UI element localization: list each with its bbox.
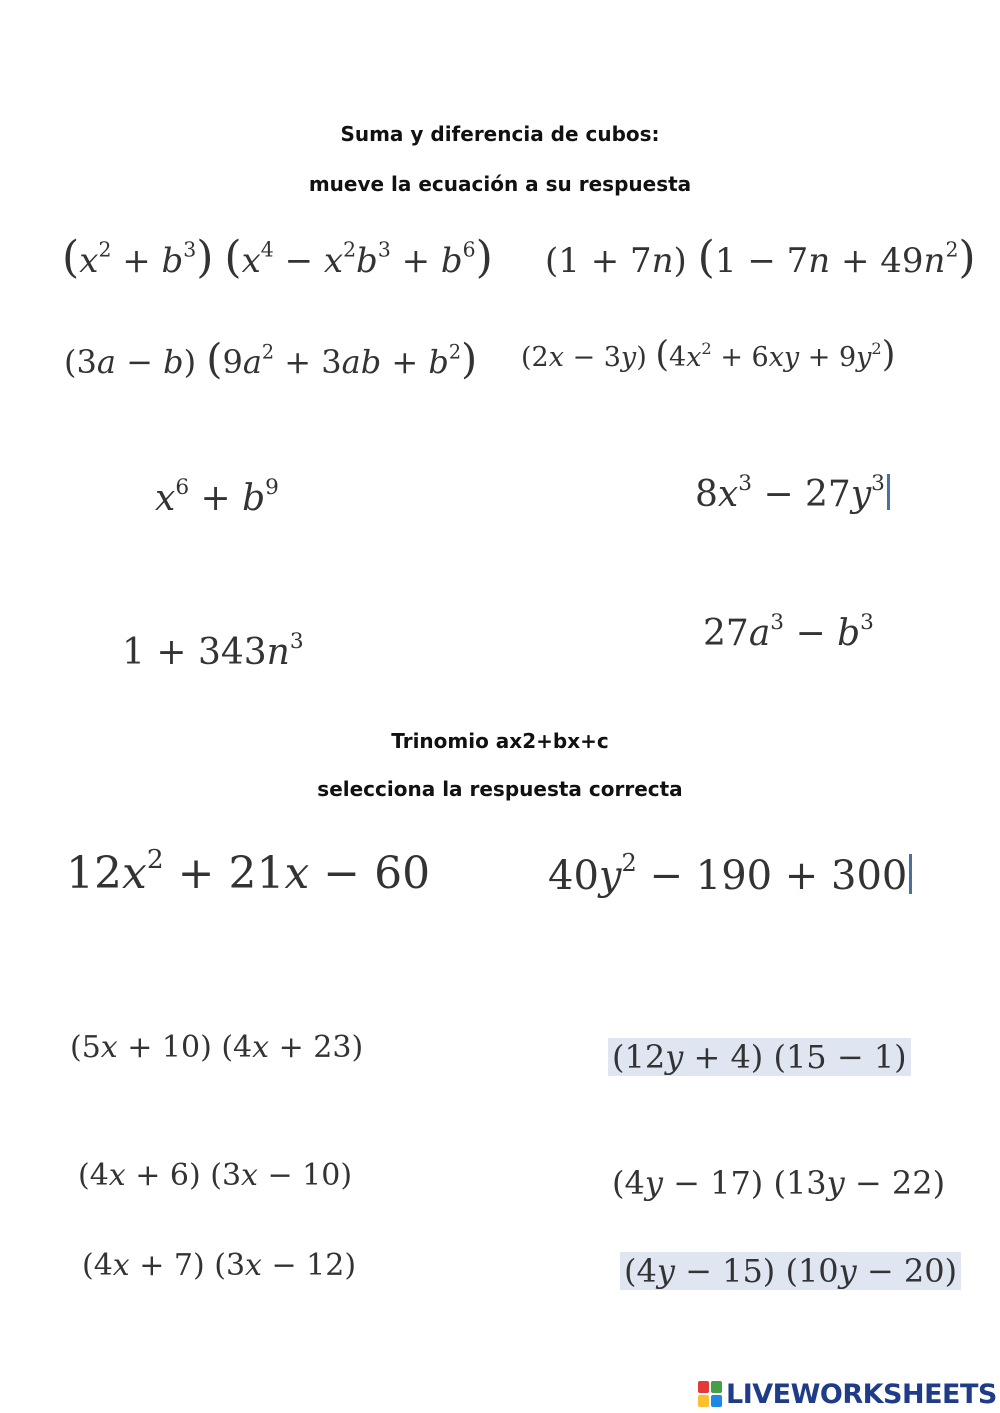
answer-expression-3a-b[interactable]: (3a − b) $(9a^2 + 3ab + b^2)$ — [64, 334, 478, 383]
equation-8x3-minus-27y3[interactable]: $8x^3 - 27y^3$ — [695, 474, 890, 515]
equation-27a3-minus-b3[interactable]: $27a^3 - b^3$ — [703, 609, 874, 654]
choice-12y-4-15-1[interactable]: (12y + 4) (15 − 1) — [608, 1038, 911, 1076]
brand-name: LIVEWORKSHEETS — [726, 1378, 997, 1410]
choice-4y-15-10y-20[interactable]: (4y − 15) (10y − 20) — [620, 1252, 961, 1290]
equation-x6-plus-b9[interactable]: $x^6 + b^9$ — [155, 474, 279, 519]
answer-expression-x2b3[interactable]: $(x^2 + b^3) (x^4 - x^2b^3 + b^6)$ — [62, 232, 493, 283]
text-cursor-icon — [887, 474, 890, 510]
section2-title: Trinomio ax2+bx+c — [391, 729, 609, 753]
choice-4y-17-13y-22[interactable]: (4y − 17) (13y − 22) — [612, 1164, 946, 1202]
trinomial-40y2-190-300: $40y^2 - 190 + 300$ — [548, 853, 912, 899]
choice-5x-10-4x-23[interactable]: (5x + 10) (4x + 23) — [70, 1030, 364, 1065]
liveworksheets-logo-icon — [698, 1381, 722, 1407]
section2-instruction: selecciona la respuesta correcta — [317, 777, 683, 801]
equation-1-plus-343n3[interactable]: $1 + 343n^3$ — [122, 628, 304, 673]
liveworksheets-brand — [698, 1378, 997, 1410]
section1-instruction: mueve la ecuación a su respuesta — [308, 172, 692, 196]
answer-expression-2x-3y[interactable]: (2x − 3y) $(4x^2 + 6xy + 9y^2)$ — [521, 334, 896, 375]
choice-4x-7-3x-12[interactable]: (4x + 7) (3x − 12) — [82, 1248, 357, 1283]
answer-expression-1-7n[interactable]: (1 + 7n) $(1 - 7n + 49n^2)$ — [545, 232, 976, 283]
trinomial-12x2-21x-60: $12x^2 + 21x - 60$ — [66, 844, 431, 899]
section1-title: Suma y diferencia de cubos: — [340, 122, 660, 146]
choice-4x-6-3x-10[interactable]: (4x + 6) (3x − 10) — [78, 1158, 353, 1193]
text-cursor-icon — [909, 854, 912, 894]
